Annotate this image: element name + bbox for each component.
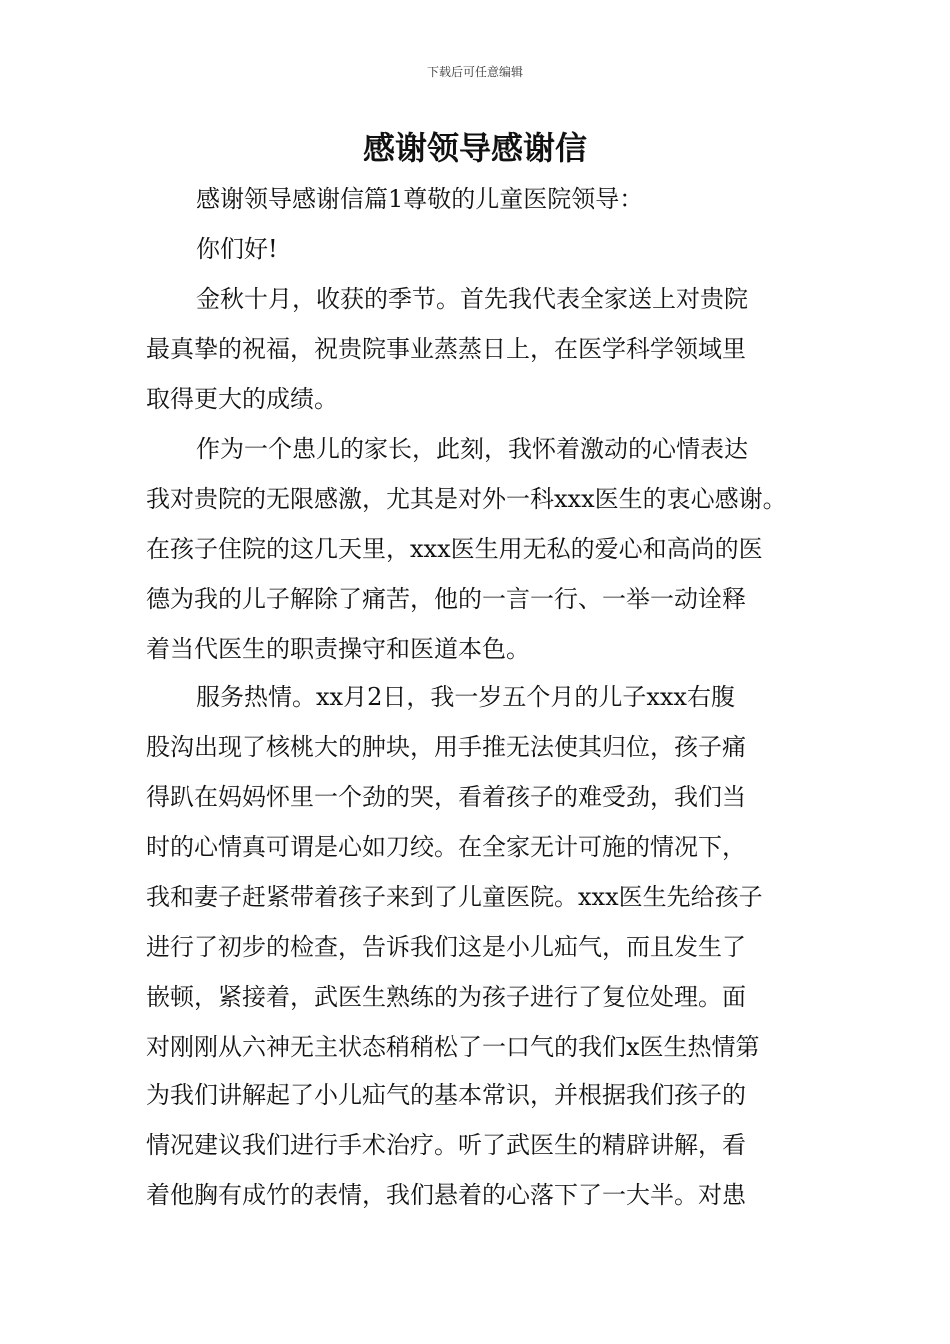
body-line: 你们好! bbox=[196, 235, 278, 263]
body-line: 着当代医生的职责操守和医道本色。 bbox=[146, 635, 530, 663]
body-line: 服务热情。xx月2日，我一岁五个月的儿子xxx右腹 bbox=[196, 683, 735, 711]
body-line: 金秋十月，收获的季节。首先我代表全家送上对贵院 bbox=[196, 285, 748, 313]
body-line: 德为我的儿子解除了痛苦，他的一言一行、一举一动诠释 bbox=[146, 585, 746, 613]
body-line: 着他胸有成竹的表情，我们悬着的心落下了一大半。对患 bbox=[146, 1181, 746, 1209]
body-line: 股沟出现了核桃大的肿块，用手推无法使其归位，孩子痛 bbox=[146, 733, 746, 761]
header-note: 下载后可任意编辑 bbox=[426, 65, 523, 79]
body-line: 为我们讲解起了小儿疝气的基本常识，并根据我们孩子的 bbox=[146, 1081, 746, 1109]
body-line: 得趴在妈妈怀里一个劲的哭，看着孩子的难受劲，我们当 bbox=[146, 783, 746, 811]
body-line: 我对贵院的无限感激，尤其是对外一科xxx医生的衷心感谢。 bbox=[146, 485, 787, 513]
body-line: 作为一个患儿的家长，此刻，我怀着激动的心情表达 bbox=[196, 435, 748, 463]
body-line: 对刚刚从六神无主状态稍稍松了一口气的我们x医生热情第 bbox=[146, 1033, 760, 1061]
body-line: 时的心情真可谓是心如刀绞。在全家无计可施的情况下， bbox=[146, 833, 746, 861]
body-line: 嵌顿，紧接着，武医生熟练的为孩子进行了复位处理。面 bbox=[146, 983, 746, 1011]
body-line: 取得更大的成绩。 bbox=[146, 385, 338, 413]
body-line: 最真挚的祝福，祝贵院事业蒸蒸日上，在医学科学领域里 bbox=[146, 335, 746, 363]
document-title: 感谢领导感谢信 bbox=[362, 129, 587, 167]
body-line: 情况建议我们进行手术治疗。听了武医生的精辟讲解，看 bbox=[146, 1131, 746, 1159]
body-line: 在孩子住院的这几天里，xxx医生用无私的爱心和高尚的医 bbox=[146, 535, 763, 563]
body-line: 进行了初步的检查，告诉我们这是小儿疝气，而且发生了 bbox=[146, 933, 746, 961]
body-line: 感谢领导感谢信篇1尊敬的儿童医院领导： bbox=[196, 185, 644, 213]
body-line: 我和妻子赶紧带着孩子来到了儿童医院。xxx医生先给孩子 bbox=[146, 883, 763, 911]
